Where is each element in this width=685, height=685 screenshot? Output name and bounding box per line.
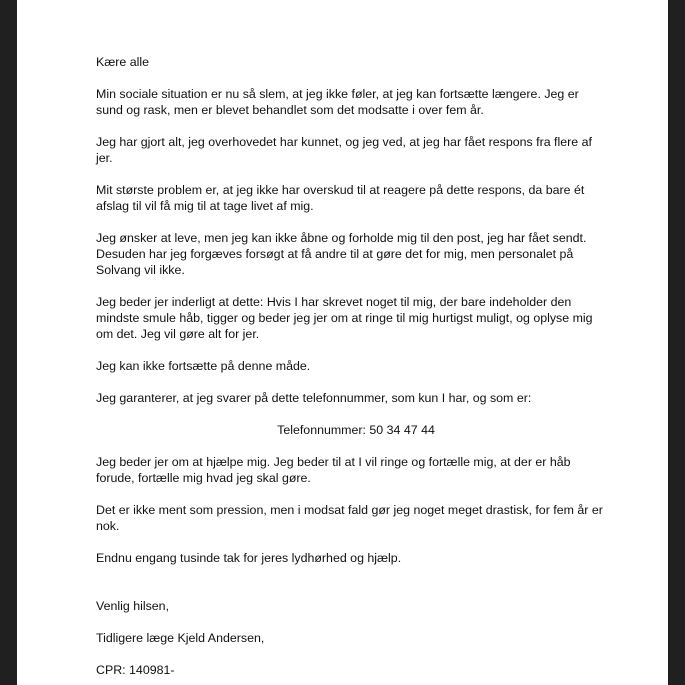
paragraph-7 <box>96 390 616 406</box>
paragraph-9 <box>96 502 616 534</box>
paragraph-10 <box>96 550 616 566</box>
paragraph-line: Jeg har gjort alt, jeg overhovedet har kunnet, og jeg ved, at jeg har fået respons fra flere af <box>96 135 592 149</box>
paragraph-line: mindste smule håb, tigger og beder jeg jer om at ringe til mig hurtigst muligt, og oplyse mig <box>96 311 593 325</box>
paragraph-8 <box>96 454 616 486</box>
paragraph-line: sund og rask, men er blevet behandlet som det modsatte i over fem år. <box>96 103 484 117</box>
paragraph-line: Det er ikke ment som pression, men i modsat fald gør jeg noget meget drastisk, for fem år er <box>96 503 603 517</box>
paragraph-line: Jeg kan ikke fortsætte på denne måde. <box>96 359 311 373</box>
paragraph-line: Desuden har jeg forgæves forsøgt at få andre til at gøre det for mig, men personalet på <box>96 247 574 261</box>
paragraph-1 <box>96 86 616 118</box>
paragraph-line: Endnu engang tusinde tak for jeres lydhørhed og hjælp. <box>96 551 402 565</box>
paragraph-line: om det. Jeg vil gøre alt for jer. <box>96 327 260 341</box>
closing: Venlig hilsen, <box>96 599 170 613</box>
paragraph-line: forude, fortælle mig hvad jeg skal gøre. <box>96 471 311 485</box>
paragraph-2 <box>96 134 616 166</box>
paragraph-3 <box>96 182 616 214</box>
paragraph-line: Min sociale situation er nu så slem, at jeg ikke føler, at jeg kan fortsætte længere. Jeg er <box>96 87 579 101</box>
document-page <box>17 0 668 685</box>
paragraph-line: Mit største problem er, at jeg ikke har overskud til at reagere på dette respons, da bare ét <box>96 183 585 197</box>
paragraph-line: Solvang vil ikke. <box>96 263 185 277</box>
phone-line: Telefonnummer: 50 34 47 44 <box>277 423 435 437</box>
paragraph-line: afslag til vil få mig til at tage livet af mig. <box>96 199 314 213</box>
paragraph-5 <box>96 294 616 342</box>
paragraph-line: jer. <box>96 151 113 165</box>
paragraph-4 <box>96 230 616 278</box>
paragraph-line: Jeg beder jer om at hjælpe mig. Jeg beder til at I vil ringe og fortælle mig, at der er håb <box>96 455 571 469</box>
paragraph-line: nok. <box>96 519 120 533</box>
cpr-line: CPR: 140981- <box>96 663 175 677</box>
paragraph-line: Jeg garanterer, at jeg svarer på dette telefonnummer, som kun I har, og som er: <box>96 391 532 405</box>
paragraph-line: Jeg ønsker at leve, men jeg kan ikke åbne og forholde mig til den post, jeg har fået sendt. <box>96 231 587 245</box>
greeting: Kære alle <box>96 55 150 69</box>
paragraph-6 <box>96 358 616 374</box>
paragraph-line: Jeg beder jer inderligt at dette: Hvis I har skrevet noget til mig, der bare indeholder den <box>96 295 572 309</box>
signature: Tidligere læge Kjeld Andersen, <box>96 631 265 645</box>
